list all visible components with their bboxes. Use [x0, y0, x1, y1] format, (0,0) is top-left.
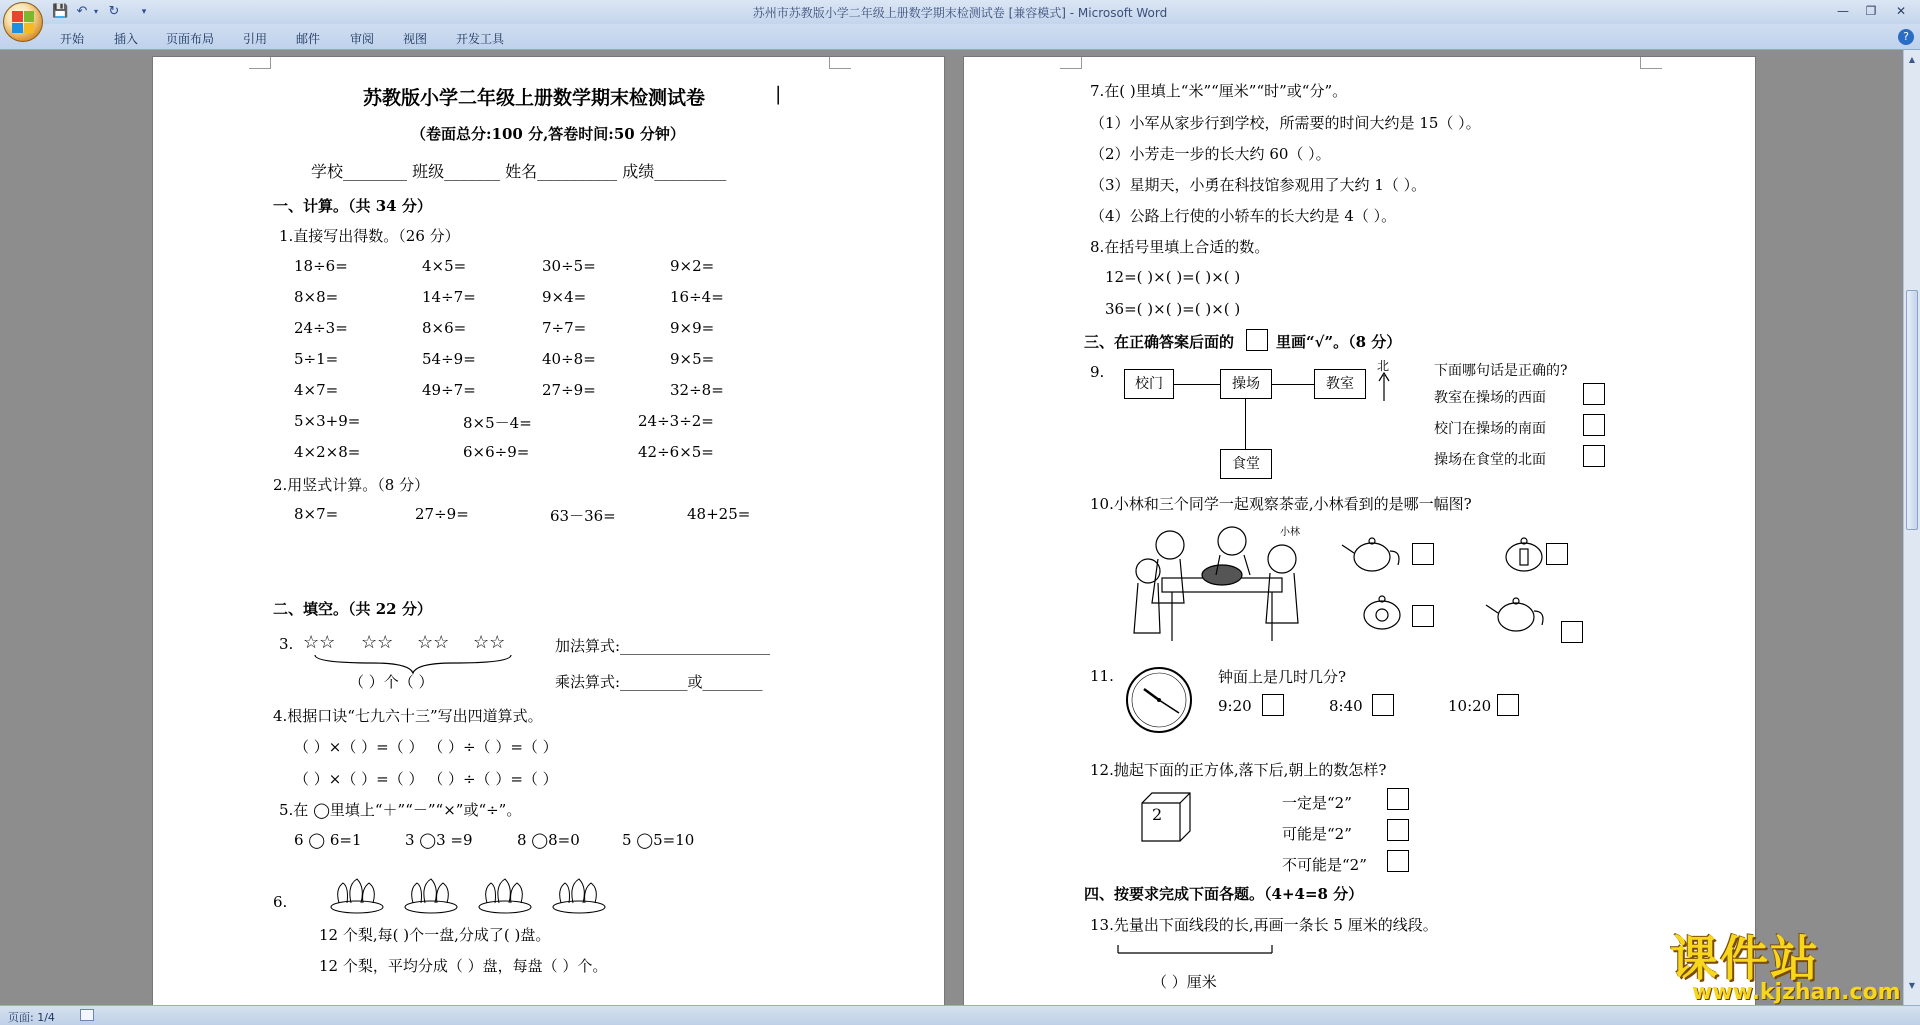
- q11-question: 钟面上是几时几分?: [1218, 668, 1347, 686]
- q1-item: 9×9=: [670, 319, 715, 337]
- q10-answer-box[interactable]: [1412, 543, 1434, 565]
- minimize-button[interactable]: —: [1837, 4, 1849, 18]
- question-8: 8.在括号里填上合适的数。: [1090, 238, 1270, 256]
- q1-item: 5×3+9=: [294, 412, 361, 430]
- teapot-view-d-icon: [1484, 591, 1554, 635]
- q11-answer-box[interactable]: [1262, 694, 1284, 716]
- q1-item: 8×6=: [422, 319, 467, 337]
- crop-mark: [249, 57, 271, 69]
- children-teapot-picture: [1132, 523, 1322, 643]
- question-5: 5.在 ◯里填上“＋”“－”“×”或“÷”。: [279, 801, 522, 819]
- q2-item: 8×7=: [294, 505, 339, 523]
- q9-answer-box[interactable]: [1583, 383, 1605, 405]
- proofing-icon[interactable]: [80, 1009, 94, 1021]
- scroll-thumb[interactable]: [1906, 290, 1918, 530]
- q3-multiplication-line: 乘法算式:_________或________: [555, 673, 763, 691]
- q5-item: 5 ◯5=10: [622, 831, 695, 849]
- q9-answer-box[interactable]: [1583, 445, 1605, 467]
- section-1-heading: 一、计算。（共 34 分）: [273, 197, 432, 215]
- map-connector: [1245, 399, 1246, 449]
- q1-item: 4×2×8=: [294, 443, 361, 461]
- q11-answer-box[interactable]: [1497, 694, 1519, 716]
- tab-developer[interactable]: 开发工具: [456, 32, 505, 46]
- tab-references[interactable]: 引用: [243, 32, 268, 46]
- customize-qat-icon[interactable]: ▾: [141, 7, 147, 17]
- q1-item: 27÷9=: [542, 381, 596, 399]
- tab-view[interactable]: 视图: [403, 32, 428, 46]
- q12-option: 一定是“2”: [1282, 794, 1352, 812]
- q13-unit: （ ）厘米: [1152, 973, 1217, 991]
- q1-item: 24÷3÷2=: [638, 412, 714, 430]
- stars-group: ☆☆: [303, 632, 336, 653]
- q12-option: 不可能是“2”: [1282, 856, 1367, 874]
- section-3-heading-a: 三、在正确答案后面的: [1084, 333, 1235, 351]
- q5-item: 6 ◯ 6=1: [294, 831, 362, 849]
- help-icon[interactable]: ?: [1898, 29, 1914, 45]
- q5-item: 3 ◯3 =9: [405, 831, 473, 849]
- question-6-number: 6.: [273, 893, 288, 911]
- q3-count-blanks: （ ）个（ ）: [349, 673, 434, 691]
- q6-line-b: 12 个梨，平均分成（ ）盘，每盘（ ）个。: [319, 957, 608, 975]
- crop-mark: [1060, 57, 1082, 69]
- north-arrow-icon: [1378, 371, 1390, 401]
- cube-number: 2: [1152, 805, 1163, 824]
- q7-item: （4）公路上行使的小轿车的长大约是 4（ ）。: [1090, 207, 1397, 225]
- vertical-scrollbar[interactable]: [1903, 50, 1920, 1005]
- scroll-up-icon[interactable]: ▲: [1908, 55, 1916, 64]
- tab-review[interactable]: 审阅: [350, 32, 375, 46]
- maximize-button[interactable]: ❐: [1865, 4, 1877, 18]
- q3-addition-line: 加法算式:____________________: [555, 637, 771, 655]
- q7-item: （3）星期天，小勇在科技馆参观用了大约 1（ ）。: [1090, 176, 1427, 194]
- watermark-text: 课件站: [1670, 931, 1821, 987]
- q9-option: 操场在食堂的北面: [1434, 452, 1546, 468]
- question-3-number: 3.: [279, 635, 294, 653]
- q1-item: 9×2=: [670, 257, 715, 275]
- q1-item: 49÷7=: [422, 381, 476, 399]
- crop-mark: [829, 57, 851, 69]
- q11-option: 10:20: [1448, 697, 1492, 715]
- question-7: 7.在( )里填上“米”“厘米”“时”或“分”。: [1090, 82, 1348, 100]
- q12-answer-box[interactable]: [1387, 850, 1409, 872]
- map-canteen: 食堂: [1220, 449, 1272, 479]
- q9-question: 下面哪句话是正确的?: [1434, 363, 1568, 379]
- section-4-heading: 四、按要求完成下面各题。（4+4=8 分）: [1084, 885, 1364, 903]
- q1-item: 8×5－4=: [463, 414, 532, 432]
- q1-item: 16÷4=: [670, 288, 724, 306]
- tab-page-layout[interactable]: 页面布局: [166, 32, 215, 46]
- q2-item: 48+25=: [687, 505, 751, 523]
- q7-item: （2）小芳走一步的长大约 60（ ）。: [1090, 145, 1331, 163]
- q1-item: 9×4=: [542, 288, 587, 306]
- redo-icon[interactable]: ↻: [108, 4, 120, 19]
- q1-item: 5÷1=: [294, 350, 339, 368]
- text-cursor: |: [775, 83, 782, 105]
- q1-item: 4×7=: [294, 381, 339, 399]
- clock-icon: [1124, 665, 1194, 735]
- q12-answer-box[interactable]: [1387, 819, 1409, 841]
- section-3-heading-b: 里画“√”。（8 分）: [1276, 333, 1402, 351]
- close-button[interactable]: ✕: [1895, 4, 1907, 18]
- question-13: 13.先量出下面线段的长,再画一条长 5 厘米的线段。: [1090, 916, 1438, 934]
- q8-row: 36=( )×( )=( )×( ): [1105, 300, 1241, 318]
- status-bar: [0, 1005, 1920, 1025]
- office-button[interactable]: [3, 2, 43, 42]
- q1-item: 40÷8=: [542, 350, 596, 368]
- measure-segment: [1116, 943, 1276, 957]
- q2-item: 63－36=: [550, 507, 616, 525]
- undo-icon[interactable]: ↶: [76, 4, 88, 19]
- q1-item: 8×8=: [294, 288, 339, 306]
- document-page-1[interactable]: [152, 56, 945, 1005]
- xiaolin-label: 小林: [1280, 527, 1300, 538]
- q1-item: 14÷7=: [422, 288, 476, 306]
- map-playground: 操场: [1220, 369, 1272, 399]
- scroll-down-icon[interactable]: ▼: [1908, 981, 1916, 990]
- cube-icon: [1140, 791, 1192, 843]
- question-12: 12.抛起下面的正方体,落下后,朝上的数怎样?: [1090, 761, 1387, 779]
- map-school-gate: 校门: [1124, 369, 1174, 399]
- q11-option: 8:40: [1329, 697, 1363, 715]
- page-indicator[interactable]: 页面: 1/4: [8, 1011, 55, 1024]
- q1-item: 32÷8=: [670, 381, 724, 399]
- title-bar: [0, 0, 1920, 24]
- q12-option: 可能是“2”: [1282, 825, 1352, 843]
- stars-group: ☆☆: [361, 632, 394, 653]
- q4-row: （ ）×（ ）=（ ） （ ）÷（ ）=（ ）: [294, 738, 558, 756]
- q9-option: 教室在操场的西面: [1434, 390, 1546, 406]
- q5-item: 8 ◯8=0: [517, 831, 580, 849]
- q11-answer-box[interactable]: [1372, 694, 1394, 716]
- page-subtitle: （卷面总分:100 分,答卷时间:50 分钟）: [411, 125, 685, 143]
- section-2-heading: 二、填空。（共 22 分）: [273, 600, 432, 618]
- tab-insert[interactable]: 插入: [114, 32, 139, 46]
- office-logo-icon: [12, 11, 34, 33]
- question-1: 1.直接写出得数。（26 分）: [279, 227, 460, 245]
- page-title: 苏教版小学二年级上册数学期末检测试卷: [363, 87, 706, 109]
- q12-answer-box[interactable]: [1387, 788, 1409, 810]
- document-area[interactable]: [0, 50, 1903, 1005]
- q1-item: 7÷7=: [542, 319, 587, 337]
- tab-home[interactable]: 开始: [60, 32, 85, 46]
- question-9-number: 9.: [1090, 363, 1105, 381]
- answer-box-sample: [1246, 329, 1268, 351]
- ribbon-tabs: [0, 24, 1920, 50]
- q1-item: 42÷6×5=: [638, 443, 714, 461]
- stars-group: ☆☆: [417, 632, 450, 653]
- watermark-url: www.kjzhan.com: [1692, 980, 1901, 1005]
- q10-answer-box[interactable]: [1546, 543, 1568, 565]
- window-title: 苏州市苏教版小学二年级上册数学期末检测试卷 [兼容模式] - Microsoft Word: [752, 6, 1168, 20]
- q1-item: 30÷5=: [542, 257, 596, 275]
- student-info-line: 学校________ 班级_______ 姓名__________ 成绩_________: [311, 162, 727, 181]
- q8-row: 12=( )×( )=( )×( ): [1105, 268, 1241, 286]
- question-10: 10.小林和三个同学一起观察茶壶,小林看到的是哪一幅图?: [1090, 495, 1472, 513]
- q1-item: 4×5=: [422, 257, 467, 275]
- stars-group: ☆☆: [473, 632, 506, 653]
- q1-item: 9×5=: [670, 350, 715, 368]
- save-icon[interactable]: 💾: [52, 4, 69, 19]
- undo-dropdown-icon[interactable]: ▾: [93, 7, 98, 16]
- pear-plates-picture: [329, 869, 629, 919]
- q9-option: 校门在操场的南面: [1434, 421, 1546, 437]
- q1-item: 54÷9=: [422, 350, 476, 368]
- map-connector: [1174, 384, 1220, 385]
- crop-mark: [1640, 57, 1662, 69]
- q2-item: 27÷9=: [415, 505, 469, 523]
- map-connector: [1272, 384, 1314, 385]
- teapot-view-b-icon: [1500, 533, 1550, 575]
- map-classroom: 教室: [1314, 369, 1366, 399]
- q11-option: 9:20: [1218, 697, 1252, 715]
- q4-row: （ ）×（ ）=（ ） （ ）÷（ ）=（ ）: [294, 770, 558, 788]
- document-page-2[interactable]: [963, 56, 1756, 1005]
- q1-item: 18÷6=: [294, 257, 348, 275]
- q1-item: 6×6÷9=: [463, 443, 530, 461]
- north-label: 北: [1377, 359, 1390, 373]
- question-4: 4.根据口诀“七九六十三”写出四道算式。: [273, 707, 543, 725]
- watermark: [1670, 920, 1902, 1010]
- q10-answer-box[interactable]: [1561, 621, 1583, 643]
- teapot-view-c-icon: [1358, 591, 1408, 635]
- tab-mailings[interactable]: 邮件: [296, 32, 321, 46]
- q7-item: （1）小军从家步行到学校，所需要的时间大约是 15（ ）。: [1090, 114, 1481, 132]
- teapot-view-a-icon: [1340, 533, 1410, 575]
- q6-line-a: 12 个梨,每( )个一盘,分成了( )盘。: [319, 926, 551, 944]
- q9-answer-box[interactable]: [1583, 414, 1605, 436]
- q1-item: 24÷3=: [294, 319, 348, 337]
- question-11-number: 11.: [1090, 667, 1114, 685]
- q10-answer-box[interactable]: [1412, 605, 1434, 627]
- question-2: 2.用竖式计算。（8 分）: [273, 476, 430, 494]
